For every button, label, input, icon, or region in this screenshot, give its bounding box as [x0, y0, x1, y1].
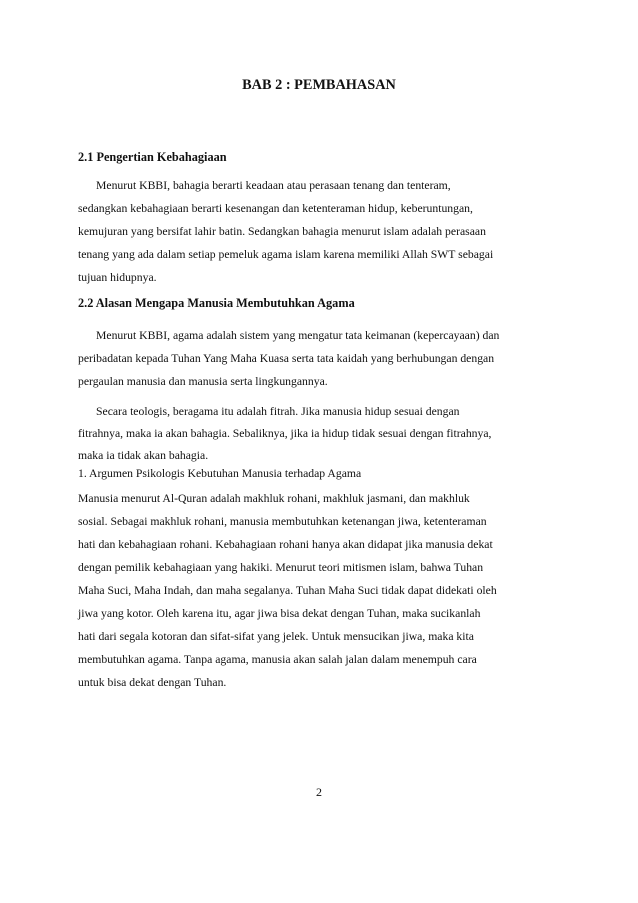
paragraph-line: dengan pemilik kebahagiaan yang hakiki. Menurut teori mitismen islam, bahwa Tuhan — [78, 561, 484, 574]
paragraph-line: Menurut KBBI, bahagia berarti keadaan atau perasaan tenang dan tenteram, — [96, 179, 451, 192]
paragraph-line: Secara teologis, beragama itu adalah fitrah. Jika manusia hidup sesuai dengan — [96, 405, 460, 418]
list-item-heading: 1. Argumen Psikologis Kebutuhan Manusia terhadap Agama — [78, 467, 362, 480]
paragraph-line: hati dan kebahagiaan rohani. Kebahagiaan rohani hanya akan didapat jika manusia dekat — [78, 538, 493, 551]
section-heading-2-2: 2.2 Alasan Mengapa Manusia Membutuhkan Agama — [78, 296, 355, 310]
paragraph-line: membutuhkan agama. Tanpa agama, manusia akan salah jalan dalam menempuh cara — [78, 653, 477, 666]
paragraph-line: kemujuran yang bersifat lahir batin. Sedangkan bahagia menurut islam adalah perasaan — [78, 225, 486, 238]
paragraph-line: pergaulan manusia dan manusia serta lingkungannya. — [78, 375, 328, 388]
paragraph-line: tenang yang ada dalam setiap pemeluk agama islam karena memiliki Allah SWT sebagai — [78, 248, 494, 261]
section-heading-2-1: 2.1 Pengertian Kebahagiaan — [78, 150, 227, 164]
paragraph-line: Maha Suci, Maha Indah, dan maha segalanya. Tuhan Maha Suci tidak dapat didekati oleh — [78, 584, 497, 597]
page-number: 2 — [316, 785, 322, 799]
paragraph-line: tujuan hidupnya. — [78, 271, 157, 284]
paragraph-line: Manusia menurut Al-Quran adalah makhluk rohani, makhluk jasmani, dan makhluk — [78, 492, 470, 505]
paragraph-line: sosial. Sebagai makhluk rohani, manusia membutuhkan ketenangan jiwa, ketenteraman — [78, 515, 487, 528]
paragraph-line: maka ia tidak akan bahagia. — [78, 449, 209, 462]
paragraph-line: fitrahnya, maka ia akan bahagia. Sebaliknya, jika ia hidup tidak sesuai dengan fitrahnya, — [78, 427, 492, 440]
chapter-title: BAB 2 : PEMBAHASAN — [242, 77, 396, 93]
paragraph-line: Menurut KBBI, agama adalah sistem yang mengatur tata keimanan (kepercayaan) dan — [96, 329, 500, 342]
paragraph-line: jiwa yang kotor. Oleh karena itu, agar jiwa bisa dekat dengan Tuhan, maka sucikanlah — [78, 607, 481, 620]
paragraph-line: hati dari segala kotoran dan sifat-sifat yang jelek. Untuk mensucikan jiwa, maka kita — [78, 630, 474, 643]
paragraph-line: sedangkan kebahagiaan berarti kesenangan dan ketenteraman hidup, keberuntungan, — [78, 202, 473, 215]
paragraph-line: untuk bisa dekat dengan Tuhan. — [78, 676, 227, 689]
paragraph-line: peribadatan kepada Tuhan Yang Maha Kuasa serta tata kaidah yang berhubungan dengan — [78, 352, 495, 365]
